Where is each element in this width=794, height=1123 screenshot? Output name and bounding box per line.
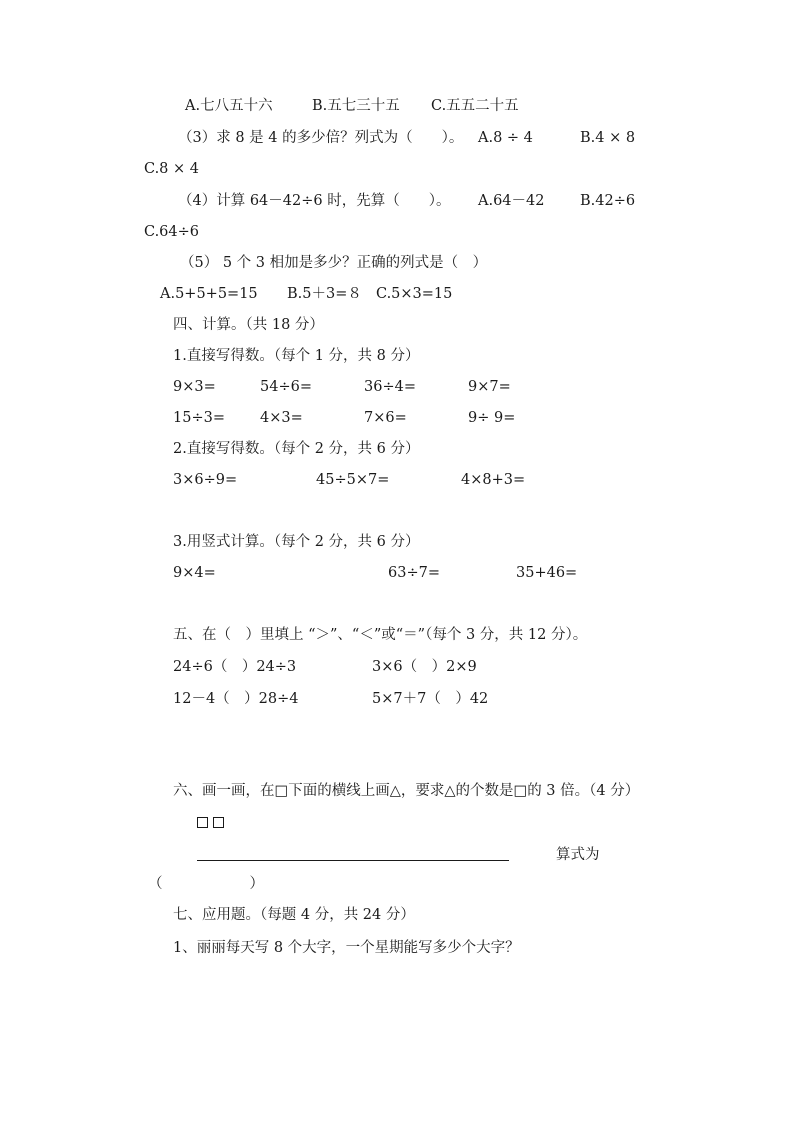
question-3-option-c: C.8 × 4 — [144, 161, 200, 177]
oral-problem: 9÷ 9= — [468, 410, 516, 426]
oral-problem: 36÷4= — [364, 379, 416, 395]
question-5: （5） 5 个 3 相加是多少？正确的列式是（ ） — [180, 255, 488, 271]
mixed-problem: 4×8+3= — [461, 472, 526, 488]
question-4-option-a: A.64－42 — [478, 193, 545, 209]
square-shape — [213, 817, 224, 828]
choice-a: A.七八五十六 — [185, 98, 273, 114]
compare-problem: 3×6（ ）2×9 — [372, 659, 477, 675]
compare-problem: 12－4（ ）28÷4 — [173, 691, 299, 707]
question-4-option-c: C.64÷6 — [144, 224, 200, 240]
section-4-title: 四、计算。（共 18 分） — [173, 317, 324, 333]
section-4-part-3-title: 3.用竖式计算。（每个 2 分，共 6 分） — [173, 534, 420, 550]
word-problem-1: 1、丽丽每天写 8 个大字，一个星期能写多少个大字？ — [173, 940, 520, 956]
question-5-option-b: B.5＋3=８ — [287, 286, 362, 302]
choice-c: C.五五二十五 — [431, 98, 519, 114]
section-6-title: 六、画一画，在□下面的横线上画△，要求△的个数是□的 3 倍。（4 分） — [173, 783, 640, 799]
compare-problem: 5×7＋7（ ）42 — [372, 691, 489, 707]
oral-problem: 9×7= — [468, 379, 511, 395]
vertical-problem: 63÷7= — [388, 565, 440, 581]
square-shape — [197, 817, 208, 828]
formula-label: 算式为 — [556, 847, 600, 863]
section-7-title: 七、应用题。（每题 4 分，共 24 分） — [173, 907, 415, 923]
question-5-option-a: A.5+5+5=15 — [160, 286, 258, 302]
question-5-option-c: C.5×3=15 — [376, 286, 453, 302]
question-3: （3）求 8 是 4 的多少倍？列式为（ ）。 — [178, 130, 464, 146]
question-3-option-b: B.4 × 8 — [580, 130, 636, 146]
oral-problem: 54÷6= — [260, 379, 312, 395]
mixed-problem: 3×6÷9= — [173, 472, 238, 488]
choice-b: B.五七三十五 — [312, 98, 400, 114]
question-4: （4）计算 64－42÷6 时，先算（ ）。 — [178, 193, 451, 209]
section-4-part-2-title: 2.直接写得数。（每个 2 分，共 6 分） — [173, 441, 420, 457]
vertical-problem: 9×4= — [173, 565, 216, 581]
oral-problem: 9×3= — [173, 379, 216, 395]
question-4-option-b: B.42÷6 — [580, 193, 636, 209]
drawing-answer-line[interactable] — [197, 860, 509, 861]
mixed-problem: 45÷5×7= — [316, 472, 390, 488]
vertical-problem: 35+46= — [516, 565, 578, 581]
oral-problem: 7×6= — [364, 410, 407, 426]
question-3-option-a: A.8 ÷ 4 — [478, 130, 533, 146]
section-4-part-1-title: 1.直接写得数。（每个 1 分，共 8 分） — [173, 348, 420, 364]
oral-problem: 15÷3= — [173, 410, 225, 426]
oral-problem: 4×3= — [260, 410, 303, 426]
formula-answer-parentheses: （ ） — [148, 876, 264, 892]
compare-problem: 24÷6（ ）24÷3 — [173, 659, 297, 675]
section-5-title: 五、在（ ）里填上 “＞”、“＜”或“＝”（每个 3 分，共 12 分）。 — [173, 627, 588, 643]
